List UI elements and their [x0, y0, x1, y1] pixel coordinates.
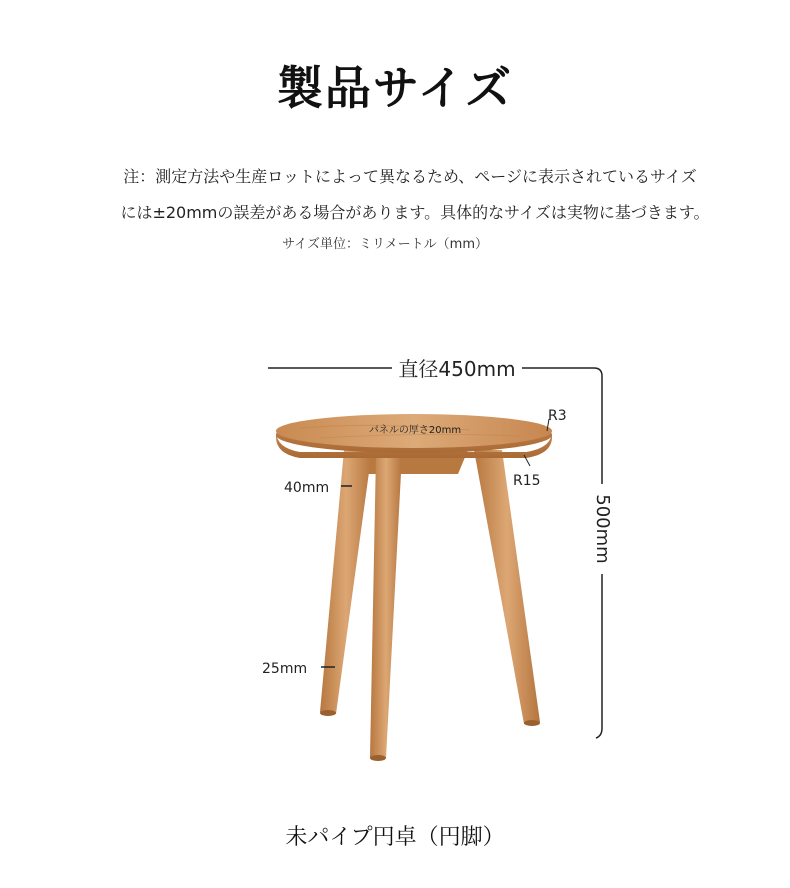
r15-label: R15	[513, 473, 541, 489]
table-top	[276, 414, 552, 458]
note-line-1: 注：測定方法や生産ロットによって異なるため、ページに表示されているサイズ	[123, 167, 697, 186]
height-dimension-line	[596, 574, 602, 738]
page-title: 製品サイズ	[276, 61, 514, 115]
note-line-2: には±20mmの誤差がある場合があります。具体的なサイズは実物に基づきます。	[120, 203, 710, 222]
height-label: 500mm	[592, 494, 613, 564]
diameter-label: 直径450mm	[398, 357, 516, 381]
unit-text: サイズ単位：ミリメートル（mm）	[281, 237, 489, 252]
top-leg-diameter-label: 40mm	[284, 480, 330, 496]
panel-thickness-label: パネルの厚さ20mm	[368, 425, 462, 436]
bottom-leg-diameter-label: 25mm	[262, 661, 308, 677]
front-leg	[370, 454, 402, 761]
r3-label: R3	[548, 408, 567, 424]
right-leg	[474, 450, 540, 726]
product-caption: 未パイプ円卓（円脚）	[285, 825, 505, 850]
